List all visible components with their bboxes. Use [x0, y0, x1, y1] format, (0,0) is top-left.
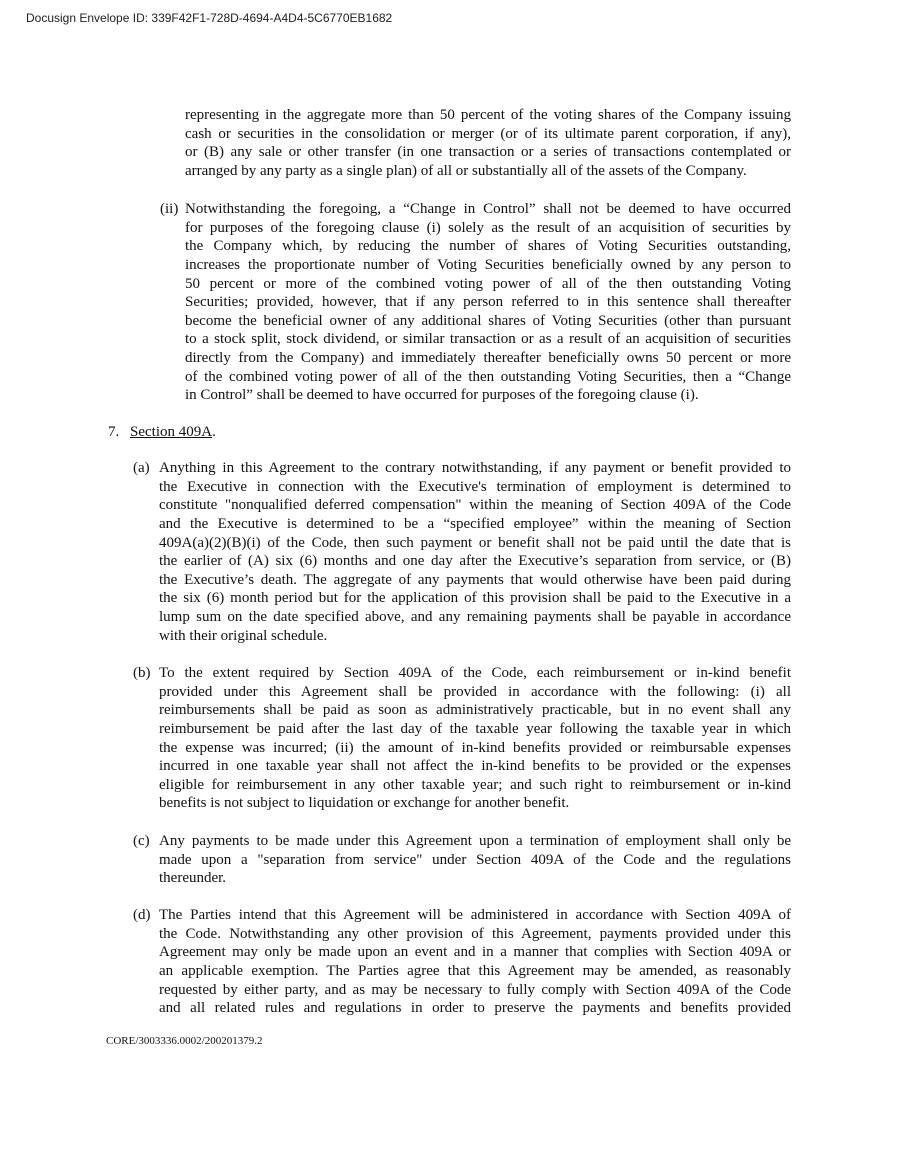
- text-line: Securities; provided, however, that if any person referred to in this sentence shall thereafter: [185, 294, 791, 311]
- clause-a-text: [159, 459, 791, 645]
- section-title: Section 409A: [130, 424, 213, 440]
- text-line: cash or securities in the consolidation or merger (or of its ultimate parent corporation, if any),: [185, 125, 791, 142]
- text-line: eligible for reimbursement in any other taxable year; and such right to reimbursement or in-kind: [159, 776, 791, 793]
- section-number: 7.: [108, 424, 120, 440]
- text-line: lump sum on the date specified above, and any remaining payments shall be payable in accordance: [159, 609, 791, 626]
- text-line: or (B) any sale or other transfer (in one transaction or a series of transactions contemplated or: [185, 144, 791, 161]
- text-line: an applicable exemption. The Parties agree that this Agreement may be amended, as reasonably: [159, 962, 791, 979]
- text-line: the Executive in connection with the Executive's termination of employment is determined to: [159, 478, 791, 495]
- section-title-period: .: [212, 424, 216, 440]
- text-line: of the combined voting power of all of the then outstanding Voting Securities, then a “Change: [185, 368, 791, 385]
- clause-b-text: [159, 664, 791, 813]
- text-line: the Company which, by reducing the number of shares of Voting Securities outstanding,: [185, 238, 791, 255]
- text-line: reimbursement be paid after the last day of the taxable year following the taxable year in which: [159, 720, 791, 737]
- text-line: and all related rules and regulations in order to preserve the payments and benefits provided: [159, 1000, 791, 1017]
- text-line: provided under this Agreement shall be provided in accordance with the following: (i) all: [159, 683, 791, 700]
- text-line: Anything in this Agreement to the contrary notwithstanding, if any payment or benefit provided to: [159, 460, 791, 476]
- clause-c-label: (c): [133, 833, 150, 849]
- clause-d-label: (d): [133, 907, 151, 923]
- text-line: to a stock split, stock dividend, or similar transaction or as a result of an acquisition of securities: [185, 331, 791, 348]
- clause-c-text: [159, 832, 791, 888]
- text-line: benefits is not subject to liquidation or exchange for another benefit.: [159, 795, 570, 812]
- text-line: reimbursements shall be paid as soon as administratively practicable, but in no event shall any: [159, 702, 791, 719]
- text-line: Agreement may only be made upon an event and in a manner that complies with Section 409A or: [159, 944, 791, 961]
- text-line: The Parties intend that this Agreement will be administered in accordance with Section 409A of: [159, 907, 791, 923]
- text-line: representing in the aggregate more than 50 percent of the voting shares of the Company issuing: [185, 107, 791, 123]
- text-line: Any payments to be made under this Agreement upon a termination of employment shall only be: [159, 833, 791, 849]
- text-line: in Control” shall be deemed to have occurred for purposes of the foregoing clause (i).: [185, 387, 699, 404]
- section-7-heading: [108, 423, 216, 442]
- clause-ii-label: (ii): [160, 201, 179, 217]
- text-line: To the extent required by Section 409A of the Code, each reimbursement or in-kind benefit: [159, 665, 791, 681]
- document-footer-id: CORE/3003336.0002/200201379.2: [106, 1035, 263, 1047]
- continued-paragraph: [185, 106, 791, 181]
- text-line: 50 percent or more of the combined voting power of all of the then outstanding Voting: [185, 275, 791, 292]
- text-line: the expense was incurred; (ii) the amount of in-kind benefits provided or reimbursable expenses: [159, 739, 791, 756]
- text-line: requested by either party, and as may be necessary to fully comply with Section 409A of the Code: [159, 981, 791, 998]
- clause-ii-text: [185, 200, 791, 405]
- text-line: the six (6) month period but for the application of this provision shall be paid to the Executive in a: [159, 590, 791, 607]
- text-line: become the beneficial owner of any additional shares of Voting Securities (other than pursuant: [185, 312, 791, 329]
- text-line: for purposes of the foregoing clause (i) solely as the result of an acquisition of securities by: [185, 219, 791, 236]
- text-line: incurred in one taxable year shall not affect the in-kind benefits to be provided or the expenses: [159, 758, 791, 775]
- text-line: the Code. Notwithstanding any other provision of this Agreement, payments provided under this: [159, 925, 791, 942]
- text-line: directly from the Company) and immediately thereafter beneficially owns 50 percent or more: [185, 350, 791, 367]
- text-line: increases the proportionate number of Voting Securities beneficially owned by any person to: [185, 256, 791, 273]
- text-line: and the Executive is determined to be a “specified employee” within the meaning of Section: [159, 515, 791, 532]
- text-line: Notwithstanding the foregoing, a “Change in Control” shall not be deemed to have occurred: [185, 201, 791, 217]
- text-line: 409A(a)(2)(B)(i) of the Code, then such payment or benefit shall not be paid until the date that is: [159, 534, 791, 551]
- text-line: with their original schedule.: [159, 627, 328, 644]
- text-line: arranged by any party as a single plan) of all or substantially all of the assets of the Company.: [185, 162, 747, 179]
- text-line: constitute "nonqualified deferred compensation" within the meaning of Section 409A of the Code: [159, 497, 791, 514]
- clause-b-label: (b): [133, 665, 151, 681]
- text-line: the Executive’s death. The aggregate of any payments that would otherwise have been paid during: [159, 571, 791, 588]
- clause-a-label: (a): [133, 460, 150, 476]
- clause-d-text: [159, 906, 791, 1018]
- envelope-id-header: Docusign Envelope ID: 339F42F1-728D-4694-A4D4-5C6770EB1682: [26, 11, 393, 25]
- text-line: made upon a "separation from service" under Section 409A of the Code and the regulations: [159, 851, 791, 868]
- text-line: thereunder.: [159, 870, 227, 887]
- text-line: the earlier of (A) six (6) months and one day after the Executive’s separation from service, or (B): [159, 553, 791, 570]
